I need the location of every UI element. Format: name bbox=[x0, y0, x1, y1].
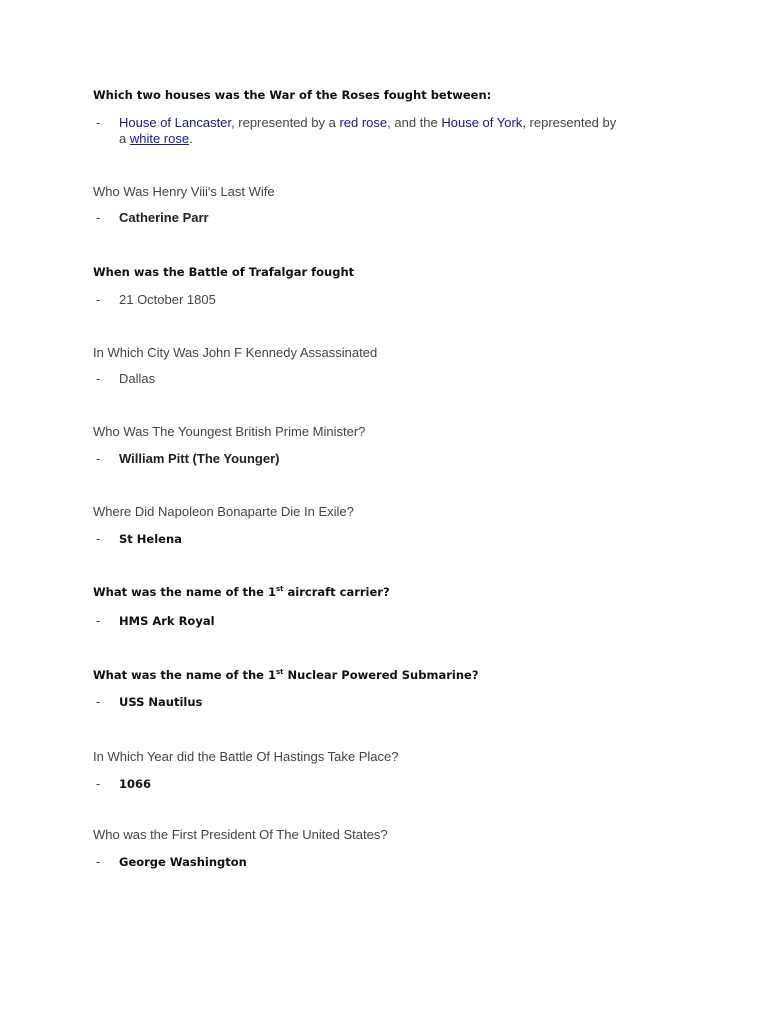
bullet-dash: - bbox=[96, 451, 101, 466]
question-7 bbox=[93, 585, 390, 599]
bullet-dash: - bbox=[96, 115, 101, 130]
question-8-text-end: Nuclear Powered Submarine? bbox=[283, 668, 479, 682]
answer-4-text: Dallas bbox=[119, 371, 156, 386]
answer-text: , represented by a bbox=[231, 115, 340, 130]
answer-7-text: HMS Ark Royal bbox=[119, 614, 215, 628]
answer-5 bbox=[96, 451, 279, 466]
answer-9 bbox=[96, 776, 151, 791]
answer-3 bbox=[96, 292, 216, 307]
answer-8-text: USS Nautilus bbox=[119, 695, 203, 709]
answer-text: , and the bbox=[387, 115, 442, 130]
answer-8 bbox=[96, 694, 202, 709]
question-3: When was the Battle of Trafalgar fought bbox=[93, 265, 355, 279]
answer-4 bbox=[96, 371, 155, 386]
question-7-text: What was the name of the 1 bbox=[93, 585, 276, 599]
answer-text: . bbox=[189, 131, 193, 146]
bullet-dash: - bbox=[96, 210, 101, 225]
answer-9-text: 1066 bbox=[119, 777, 152, 791]
question-6: Where Did Napoleon Bonaparte Die In Exile? bbox=[93, 504, 354, 519]
question-8 bbox=[93, 668, 478, 682]
answer-text: , represented by bbox=[522, 115, 617, 130]
bullet-dash: - bbox=[96, 371, 101, 386]
question-9: In Which Year did the Battle Of Hastings Take Place? bbox=[93, 749, 399, 764]
question-1: Which two houses was the War of the Roses fought between: bbox=[93, 88, 492, 102]
link-white-rose[interactable]: white rose bbox=[129, 131, 190, 146]
answer-10 bbox=[96, 854, 247, 869]
answer-7 bbox=[96, 613, 215, 628]
ordinal-superscript: st bbox=[275, 585, 284, 594]
bullet-dash: - bbox=[96, 694, 101, 709]
bullet-dash: - bbox=[96, 613, 101, 628]
answer-text: a bbox=[119, 131, 130, 146]
question-2: Who Was Henry Viii's Last Wife bbox=[93, 184, 275, 199]
answer-10-text: George Washington bbox=[119, 855, 247, 869]
bullet-dash: - bbox=[96, 531, 101, 546]
bullet-dash: - bbox=[96, 292, 101, 307]
answer-6 bbox=[96, 531, 182, 546]
bullet-dash: - bbox=[96, 854, 101, 869]
answer-2 bbox=[96, 210, 209, 225]
bullet-dash: - bbox=[96, 776, 101, 791]
answer-2-text: Catherine Parr bbox=[119, 210, 209, 225]
link-house-of-york[interactable]: House of York bbox=[441, 115, 523, 130]
answer-5-text: William Pitt (The Younger) bbox=[119, 451, 280, 466]
answer-1 bbox=[96, 115, 656, 147]
link-red-rose[interactable]: red rose bbox=[339, 115, 388, 130]
answer-1-line-2 bbox=[96, 131, 656, 147]
ordinal-superscript: st bbox=[275, 668, 284, 677]
answer-6-text: St Helena bbox=[119, 532, 182, 546]
question-8-text: What was the name of the 1 bbox=[93, 668, 276, 682]
answer-1-line-1 bbox=[96, 115, 656, 131]
question-5: Who Was The Youngest British Prime Minister? bbox=[93, 424, 366, 439]
answer-3-text: 21 October 1805 bbox=[119, 292, 216, 307]
question-10: Who was the First President Of The United States? bbox=[93, 827, 388, 842]
question-7-text-end: aircraft carrier? bbox=[283, 585, 390, 599]
link-house-of-lancaster[interactable]: House of Lancaster bbox=[119, 115, 232, 130]
question-4: In Which City Was John F Kennedy Assassinated bbox=[93, 345, 378, 360]
